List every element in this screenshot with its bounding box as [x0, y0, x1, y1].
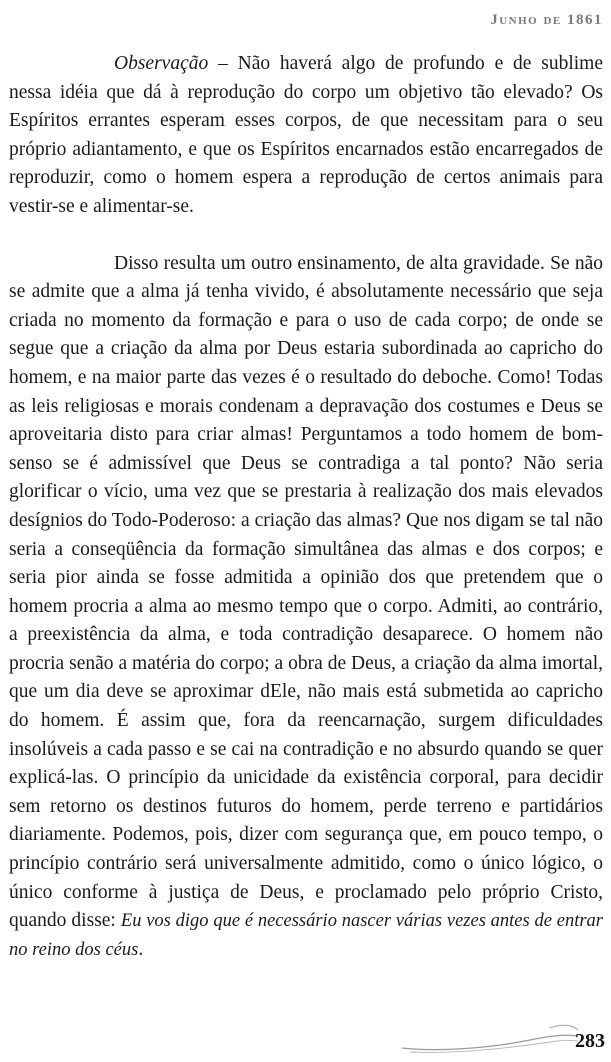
running-header: Junho de 1861 [490, 12, 603, 28]
paragraph-tail: . [138, 938, 144, 960]
page-number: 283 [575, 1030, 605, 1052]
paragraph-quote-italic: Eu vos digo que é necessário nascer várias vezes antes de entrar no reino dos céus [9, 911, 603, 960]
paragraph-observacao [9, 50, 603, 222]
page-body [9, 50, 603, 964]
paragraph-text: – Não haverá algo de profundo e de sublime nessa idéia que dá à reprodução do corpo um objetivo tão elevado? Os Espíritos errantes esperam esses corpos, de que necessitam para o seu próprio adiantamento, e que os Espíritos encarnados estão encarregados de reproduzir, como o homem espera a reprodução de certos animais para vestir-se e alimentar-se. [9, 53, 603, 217]
swoosh-ornament-icon [400, 1018, 580, 1058]
paragraph-lead-italic: Observação [114, 53, 209, 74]
paragraph-text: Disso resulta um outro ensinamento, de alta gravidade. Se não se admite que a alma já tenha vivido, é absolutamente necessário que seja criada no momento da formação e para o uso de cada corpo; de onde se segue que a criação da alma por Deus estaria subordinada ao capricho do homem, e na maior parte das vezes é o resultado do deboche. Como! Todas as leis religiosas e morais condenam a depravação dos costumes e Deus se aproveitaria disto para criar almas! Perguntamos a todo homem de bom-senso se é admissível que Deus se contradiga a tal ponto? Não seria glorificar o vício, uma vez que se prestaria à realização dos mais elevados desígnios do Todo-Poderoso: a criação das almas? Que nos digam se tal não seria a conseqüência da formação simultânea das almas e dos corpos; e seria pior ainda se fosse admitida a opinião dos que pretendem que o homem procria a alma ao mesmo tempo que o corpo. Admiti, ao contrário, a preexistência da alma, e toda contradição desaparece. O homem não procria senão a matéria do corpo; a obra de Deus, a criação da alma imortal, que um dia deve se aproximar dEle, não mais está submetida ao capricho do homem. É assim que, fora da reencarnação, surgem dificuldades insolúveis a cada passo e se cai na contradição e no absurdo quando se quer explicá-las. O princípio da unicidade da existência corporal, para decidir sem retorno os destinos futuros do homem, perde terreno e partidários diariamente. Podemos, pois, dizer com segurança que, em pouco tempo, o princípio contrário será universalmente admitido, como o único lógico, o único conforme à justiça de Deus, e proclamado pelo próprio Cristo, quando disse: [9, 252, 603, 932]
paragraph-main [9, 250, 603, 965]
